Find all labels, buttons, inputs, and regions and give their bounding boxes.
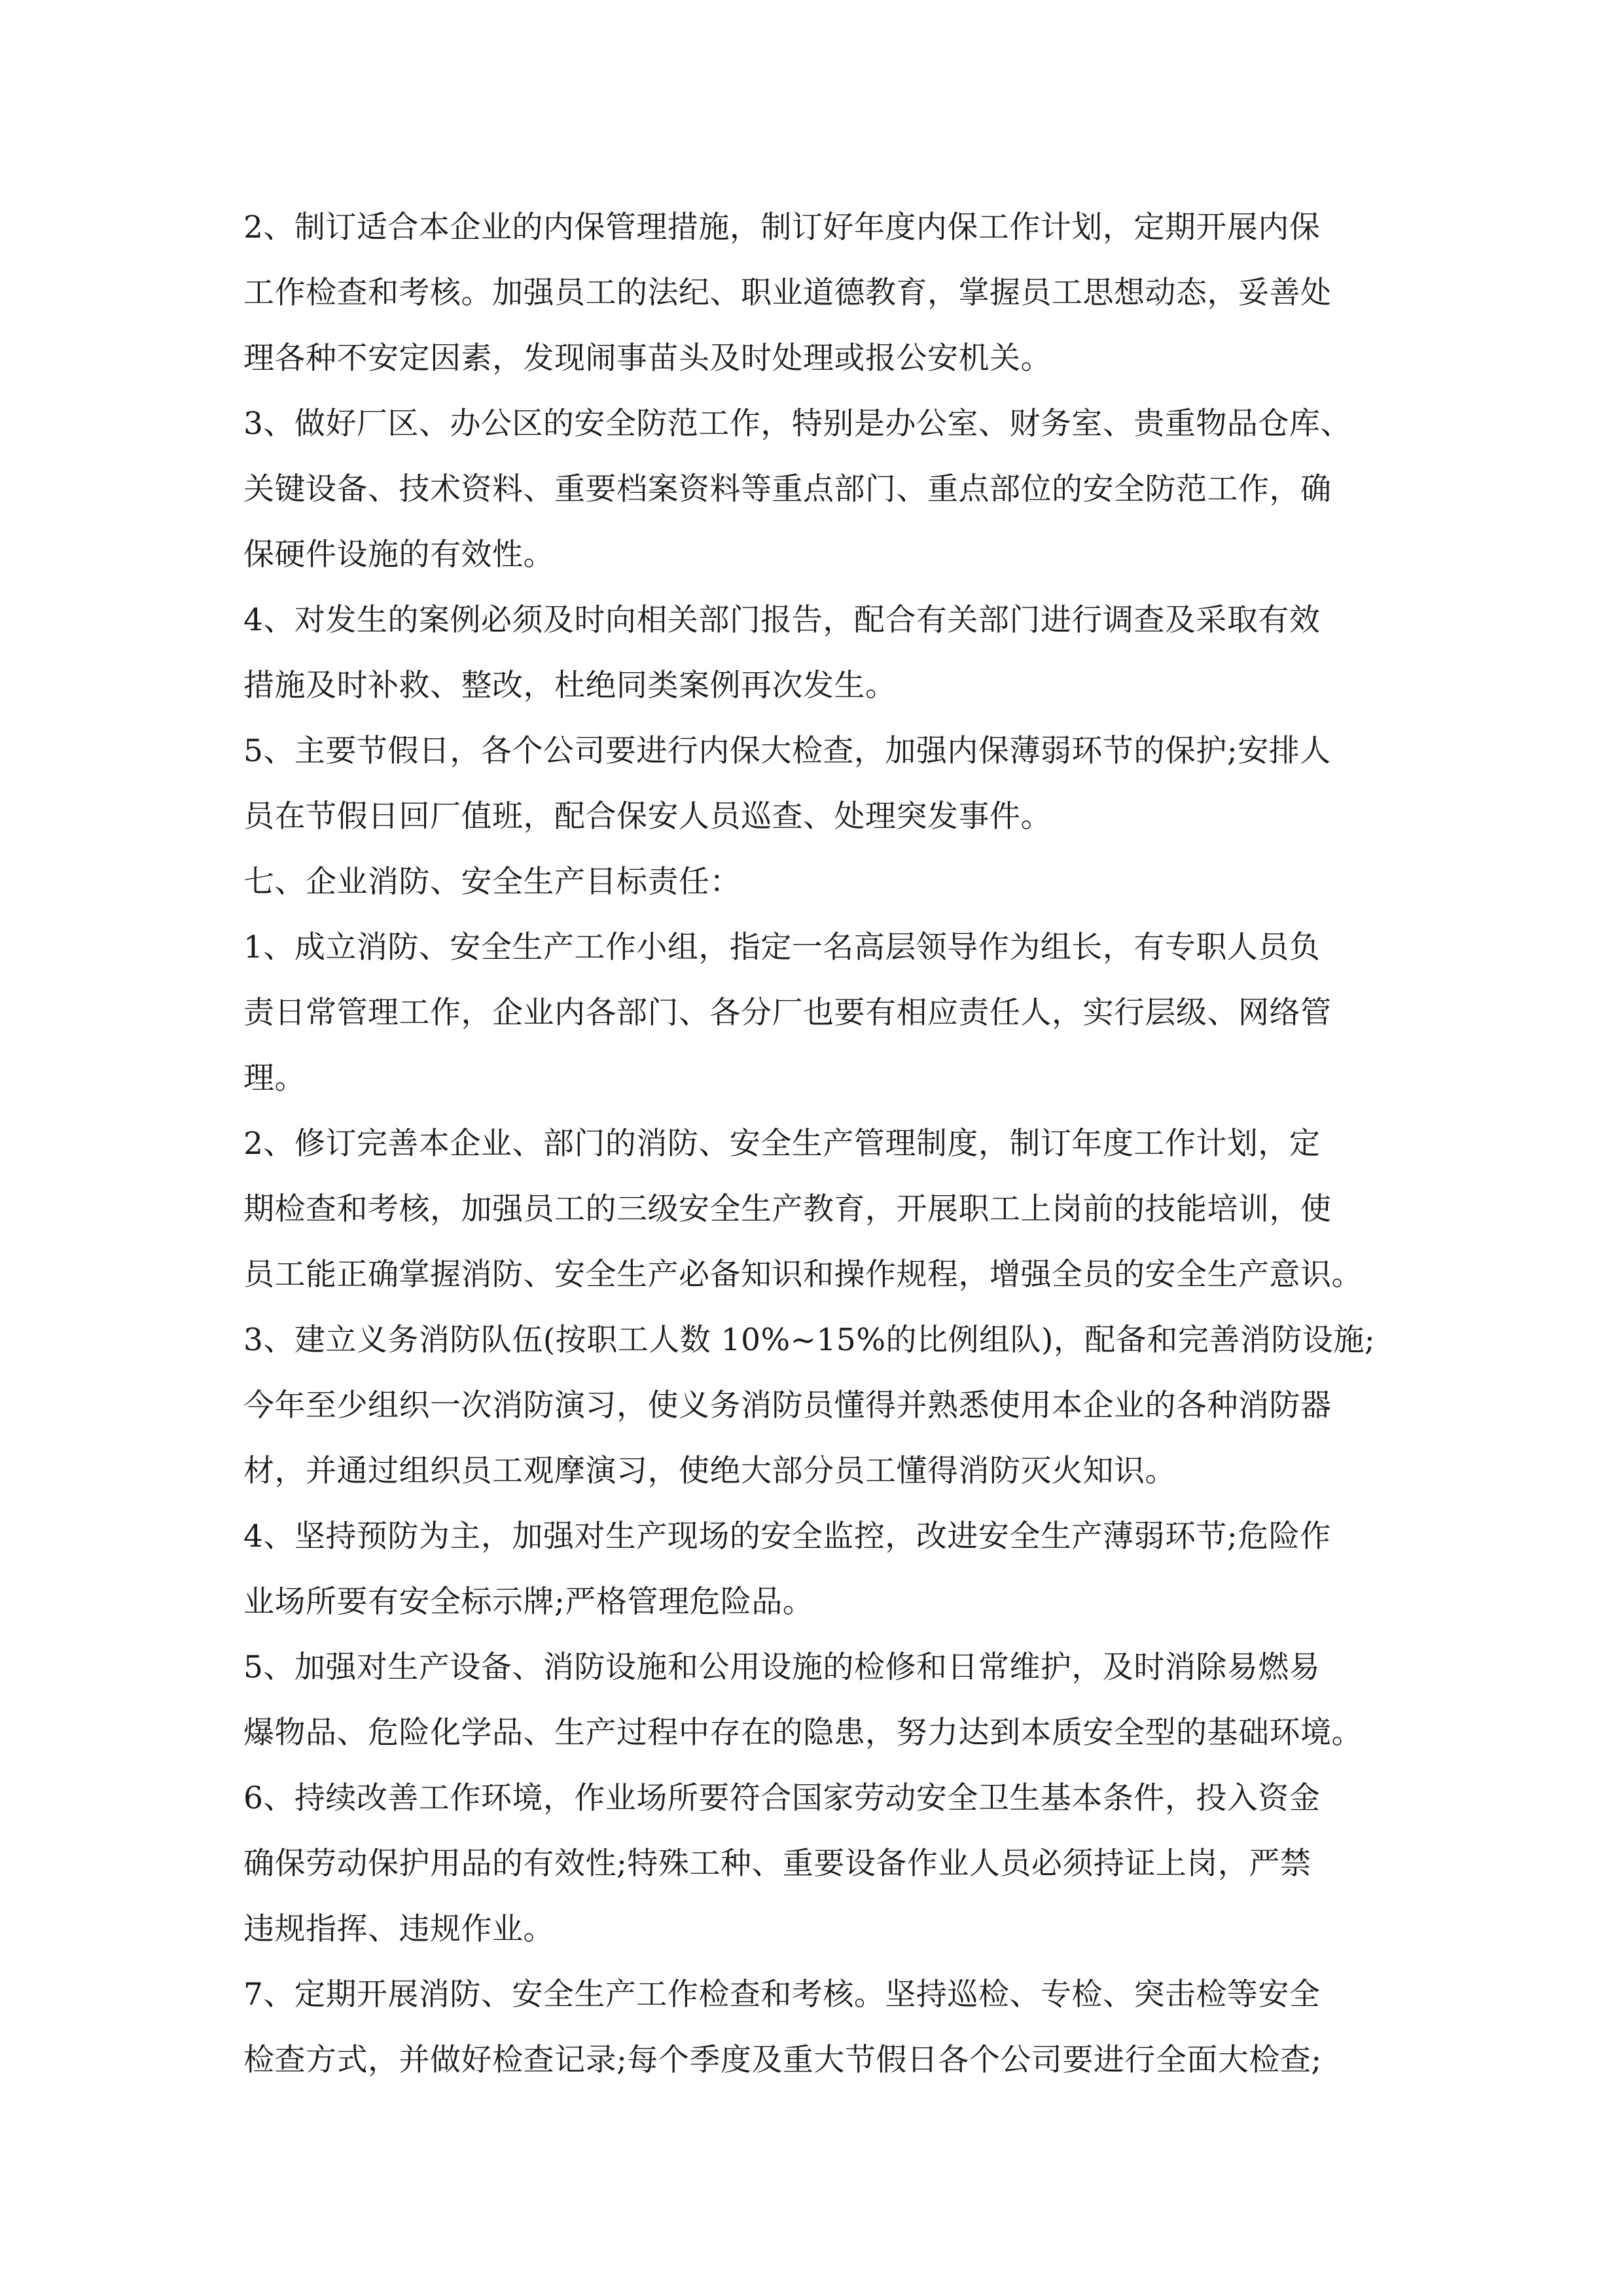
text-line: 3、建立义务消防队伍(按职工人数 10%~15%的比例组队)，配备和完善消防设施; (243, 1322, 1376, 1358)
text-line: 员在节假日回厂值班，配合保安人员巡查、处理突发事件。 (243, 798, 1052, 834)
text-line: 爆物品、危险化学品、生产过程中存在的隐患，努力达到本质安全型的基础环境。 (243, 1715, 1363, 1751)
text-line: 违规指挥、违规作业。 (243, 1911, 554, 1947)
text-line: 2、制订适合本企业的内保管理措施，制订好年度内保工作计划，定期开展内保 (243, 209, 1321, 245)
text-line: 2、修订完善本企业、部门的消防、安全生产管理制度，制订年度工作计划，定 (243, 1126, 1321, 1162)
text-line: 确保劳动保护用品的有效性;特殊工种、重要设备作业人员必须持证上岗，严禁 (243, 1846, 1311, 1882)
text-line: 员工能正确掌握消防、安全生产必备知识和操作规程，增强全员的安全生产意识。 (243, 1257, 1363, 1293)
text-line: 业场所要有安全标示牌;严格管理危险品。 (243, 1584, 814, 1620)
text-line: 3、做好厂区、办公区的安全防范工作，特别是办公室、财务室、贵重物品仓库、 (243, 406, 1351, 442)
text-line: 4、坚持预防为主，加强对生产现场的安全监控，改进安全生产薄弱环节;危险作 (243, 1518, 1331, 1554)
text-line: 检查方式，并做好检查记录;每个季度及重大节假日各个公司要进行全面大检查; (243, 2042, 1322, 2078)
text-line: 工作检查和考核。加强员工的法纪、职业道德教育，掌握员工思想动态，妥善处 (243, 275, 1332, 311)
text-line: 5、加强对生产设备、消防设施和公用设施的检修和日常维护，及时消除易燃易 (243, 1649, 1321, 1685)
text-line: 关键设备、技术资料、重要档案资料等重点部门、重点部位的安全防范工作，确 (243, 471, 1332, 507)
text-line: 1、成立消防、安全生产工作小组，指定一名高层领导作为组长，有专职人员负 (243, 929, 1321, 965)
text-line: 5、主要节假日，各个公司要进行内保大检查，加强内保薄弱环节的保护;安排人 (243, 733, 1331, 769)
text-line: 4、对发生的案例必须及时向相关部门报告，配合有关部门进行调查及采取有效 (243, 602, 1321, 638)
text-line: 理。 (243, 1060, 306, 1096)
section-heading: 七、企业消防、安全生产目标责任： (243, 864, 741, 900)
text-line: 6、持续改善工作环境，作业场所要符合国家劳动安全卫生基本条件，投入资金 (243, 1780, 1321, 1816)
text-line: 保硬件设施的有效性。 (243, 537, 554, 573)
text-line: 措施及时补救、整改，杜绝同类案例再次发生。 (243, 668, 897, 704)
text-line: 责日常管理工作，企业内各部门、各分厂也要有相应责任人，实行层级、网络管 (243, 995, 1332, 1031)
text-line: 期检查和考核，加强员工的三级安全生产教育，开展职工上岗前的技能培训，使 (243, 1191, 1332, 1227)
document-body (243, 195, 1382, 2093)
text-line: 7、定期开展消防、安全生产工作检查和考核。坚持巡检、专检、突击检等安全 (243, 1977, 1321, 2013)
text-line: 材，并通过组织员工观摩演习，使绝大部分员工懂得消防灭火知识。 (243, 1453, 1176, 1489)
text-line: 今年至少组织一次消防演习，使义务消防员懂得并熟悉使用本企业的各种消防器 (243, 1388, 1332, 1424)
text-line: 理各种不安定因素，发现闹事苗头及时处理或报公安机关。 (243, 340, 1052, 376)
